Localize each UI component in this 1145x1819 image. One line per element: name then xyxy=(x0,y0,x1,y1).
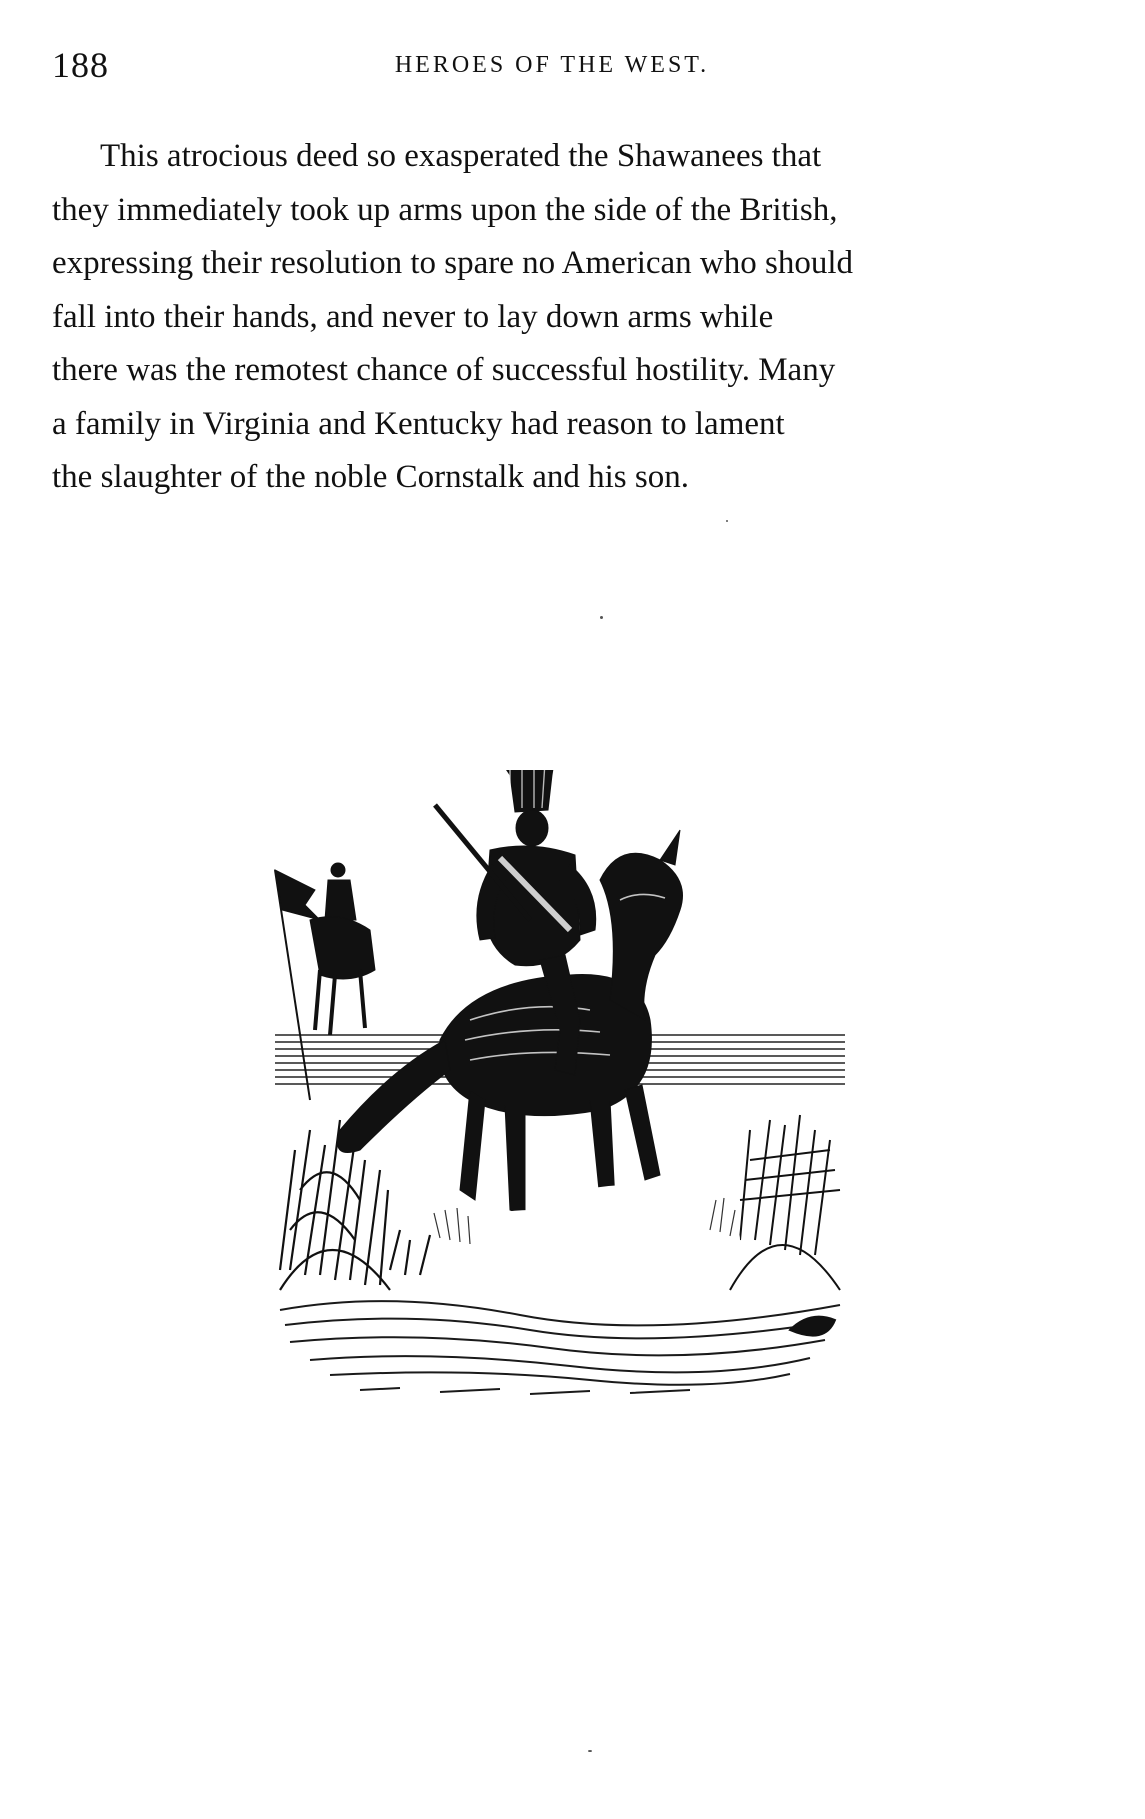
body-paragraph xyxy=(52,130,1050,505)
paper-speck xyxy=(588,1750,592,1752)
mounted-soldier-engraving-icon xyxy=(270,770,850,1410)
text-line: there was the remotest chance of successful hostility. Many xyxy=(52,352,836,388)
text-line: expressing their resolution to spare no American who should xyxy=(52,245,854,281)
paper-speck xyxy=(600,616,603,619)
text-line: the slaughter of the noble Cornstalk and his son. xyxy=(52,459,689,495)
text-line: a family in Virginia and Kentucky had reason to lament xyxy=(52,405,785,442)
page-header xyxy=(52,36,1052,96)
text-line: they immediately took up arms upon the side of the British, xyxy=(52,191,838,228)
running-title: HEROES OF THE WEST. xyxy=(394,52,710,78)
text-line: This atrocious deed so exasperated the Shawanees that xyxy=(100,138,822,174)
text-line: fall into their hands, and never to lay down arms while xyxy=(52,298,774,335)
paper-speck xyxy=(726,520,728,522)
page-number: 188 xyxy=(52,45,109,85)
